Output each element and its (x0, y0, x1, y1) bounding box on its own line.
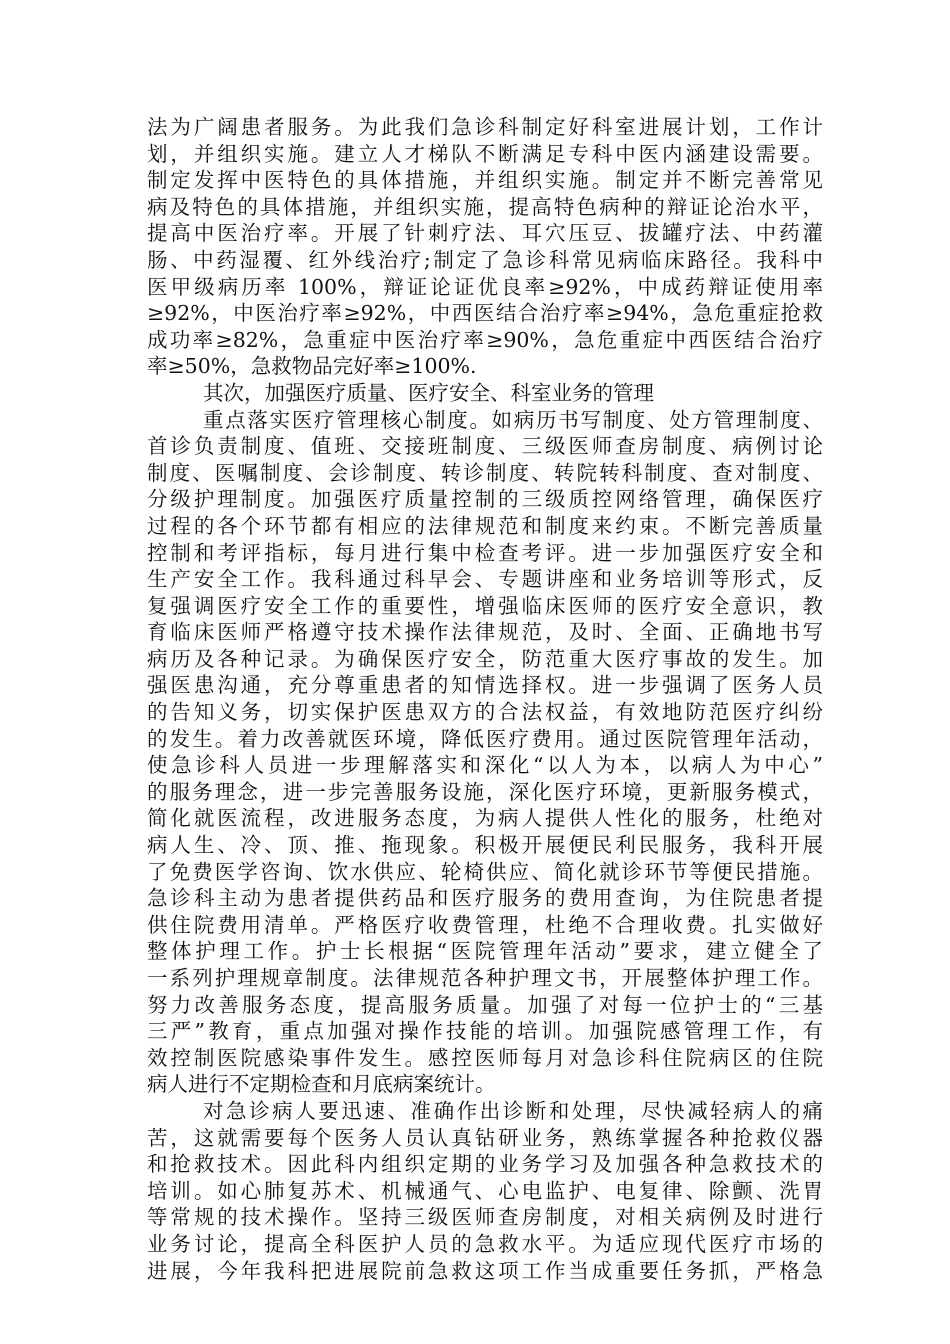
text-line: 生产安全工作。我科通过科早会、专题讲座和业务培训等形式，反 (147, 567, 823, 592)
text-line: 进展，今年我科把进展院前急救这项工作当成重要任务抓，严格急 (147, 1258, 823, 1283)
text-line: 法为广阔患者服务。为此我们急诊科制定好科室进展计划，工作计 (147, 115, 823, 139)
text-line: 对急诊病人要迅速、准确作出诊断和处理，尽快减轻病人的痛 (203, 1098, 823, 1123)
text-line: 的服务理念，进一步完善服务设施，深化医疗环境，更新服务模式， (147, 779, 823, 804)
text-line: 努力改善服务态度，提高服务质量。加强了对每一位护士的“三基 (147, 992, 823, 1017)
text-line: 和抢救技术。因此科内组织定期的业务学习及加强各种急救技术的 (147, 1152, 823, 1177)
text-line: 病人进行不定期检查和月底病案统计。 (147, 1072, 496, 1097)
document-body (147, 114, 823, 1284)
text-line: 业务讨论，提高全科医护人员的急救水平。为适应现代医疗市场的 (147, 1231, 823, 1256)
text-line: 育临床医师严格遵守技术操作法律规范，及时、全面、正确地书写 (147, 620, 823, 645)
text-line: 重点落实医疗管理核心制度。如病历书写制度、处方管理制度、 (203, 407, 823, 432)
text-line: 强医患沟通，充分尊重患者的知情选择权。进一步强调了医务人员 (147, 673, 823, 698)
text-line: 效控制医院感染事件发生。感控医师每月对急诊科住院病区的住院 (147, 1045, 823, 1070)
text-line: 复强调医疗安全工作的重要性，增强临床医师的医疗安全意识，教 (147, 593, 823, 618)
text-line: 整体护理工作。护士长根据“医院管理年活动”要求，建立健全了 (147, 939, 823, 964)
text-line: 的发生。着力改善就医环境，降低医疗费用。通过医院管理年活动， (147, 726, 823, 751)
text-line: 首诊负责制度、值班、交接班制度、三级医师查房制度、病例讨论 (147, 434, 823, 459)
text-line: 病及特色的具体措施，并组织实施，提高特色病种的辩证论治水平， (147, 194, 823, 219)
text-line: 医甲级病历率 100%，辩证论证优良率≥92%，中成药辩证使用率 (147, 274, 823, 299)
text-line: 划，并组织实施。建立人才梯队不断满足专科中医内涵建设需要。 (147, 141, 823, 166)
text-line: 急诊科主动为患者提供药品和医疗服务的费用查询，为住院患者提 (147, 886, 823, 911)
text-line: 率≥50%，急救物品完好率≥100%. (147, 354, 477, 379)
text-line: 肠、中药湿覆、红外线治疗;制定了急诊科常见病临床路径。我科中 (147, 247, 823, 272)
text-line: 使急诊科人员进一步理解落实和深化“以人为本，以病人为中心” (147, 753, 823, 778)
text-line: 提高中医治疗率。开展了针刺疗法、耳穴压豆、拔罐疗法、中药灌 (147, 221, 823, 246)
text-line: 了免费医学咨询、饮水供应、轮椅供应、简化就诊环节等便民措施。 (147, 859, 823, 884)
text-line: 供住院费用清单。严格医疗收费管理，杜绝不合理收费。扎实做好 (147, 912, 823, 937)
text-line: 三严”教育，重点加强对操作技能的培训。加强院感管理工作，有 (147, 1019, 823, 1044)
text-line: 制定发挥中医特色的具体措施，并组织实施。制定并不断完善常见 (147, 168, 823, 193)
text-line: 病历及各种记录。为确保医疗安全，防范重大医疗事故的发生。加 (147, 646, 823, 671)
text-line: 控制和考评指标，每月进行集中检查考评。进一步加强医疗安全和 (147, 540, 823, 565)
text-line: 简化就医流程，改进服务态度，为病人提供人性化的服务，杜绝对 (147, 806, 823, 831)
text-line: 过程的各个环节都有相应的法律规范和制度来约束。不断完善质量 (147, 513, 823, 538)
text-line: 病人生、冷、顶、推、拖现象。积极开展便民利民服务，我科开展 (147, 833, 823, 858)
text-line: 培训。如心肺复苏术、机械通气、心电监护、电复律、除颤、洗胃 (147, 1178, 823, 1203)
text-line: 等常规的技术操作。坚持三级医师查房制度，对相关病例及时进行 (147, 1205, 823, 1230)
text-line: 其次，加强医疗质量、医疗安全、科室业务的管理 (203, 380, 654, 405)
text-line: 分级护理制度。加强医疗质量控制的三级质控网络管理，确保医疗 (147, 487, 823, 512)
text-line: ≥92%，中医治疗率≥92%，中西医结合治疗率≥94%，急危重症抢救 (147, 301, 823, 326)
text-line: 苦，这就需要每个医务人员认真钻研业务，熟练掌握各种抢救仪器 (147, 1125, 823, 1150)
text-line: 一系列护理规章制度。法律规范各种护理文书，开展整体护理工作。 (147, 966, 823, 990)
text-line: 的告知义务，切实保护医患双方的合法权益，有效地防范医疗纠纷 (147, 700, 823, 725)
text-line: 成功率≥82%，急重症中医治疗率≥90%，急危重症中西医结合治疗 (147, 327, 823, 352)
text-line: 制度、医嘱制度、会诊制度、转诊制度、转院转科制度、查对制度、 (147, 460, 823, 485)
